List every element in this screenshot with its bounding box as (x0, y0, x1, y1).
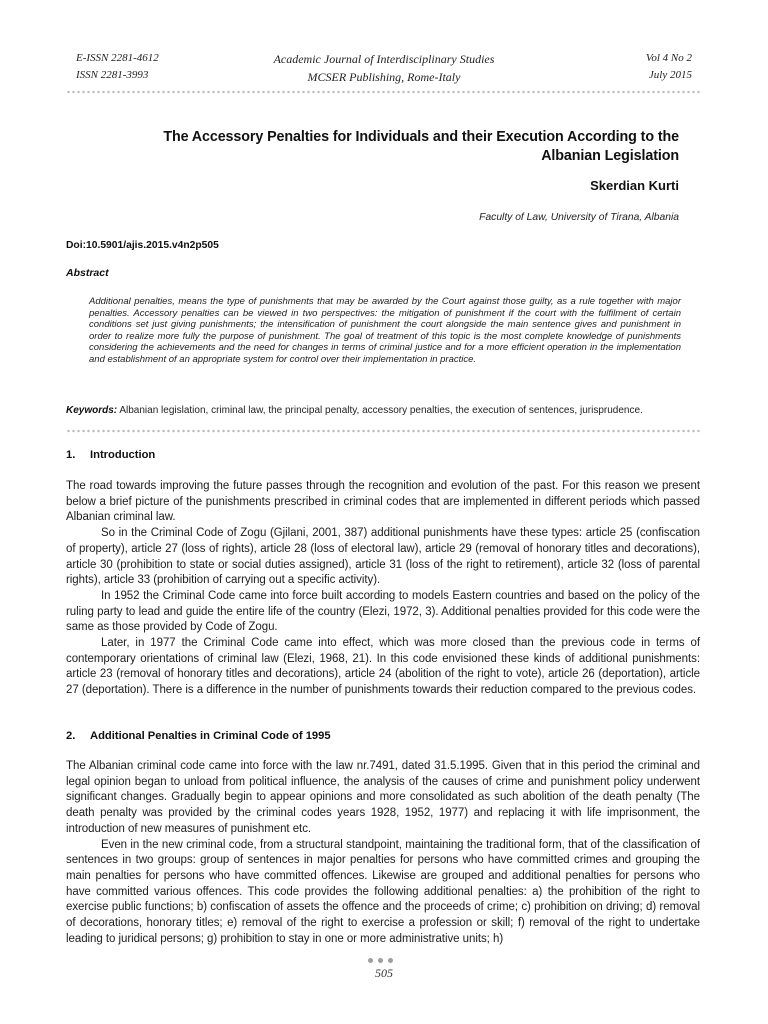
section-heading-introduction: 1. Introduction (66, 449, 156, 461)
keywords-list: Albanian legislation, criminal law, the principal penalty, accessory penalties, the execution of sentences, jurisprudence. (117, 405, 643, 416)
journal-name: Academic Journal of Interdisciplinary Studies (273, 52, 495, 66)
paragraph: The Albanian criminal code came into force with the law nr.7491, dated 31.5.1995. Given that in this period the criminal and legal opinion began to unload from political influence, the analysis of the causes of crime and punishment policy underwent significant changes. Gradually begin to appear opinions and more consolidated as such abolition of the death penalty (The death penalty was provided by the criminal codes years 1928, 1952, 1977) and replacing it with life imprisonment, the introduction of new measures of punishment etc. (66, 760, 700, 835)
author-affiliation: Faculty of Law, University of Tirana, Albania (479, 212, 679, 223)
section-introduction-body (66, 479, 700, 699)
page-number: 505 (375, 966, 393, 980)
eissn: E-ISSN 2281-4612 (76, 52, 159, 64)
issn: ISSN 2281-3993 (76, 69, 149, 81)
header-divider (66, 90, 702, 94)
abstract-heading: Abstract (66, 267, 109, 279)
volume-block (646, 50, 692, 84)
abstract-text: Additional penalties, means the type of punishments that may be awarded by the Court against those guilty, as a rule together with major penalties. Accessory penalties can be viewed in two perspectives: the mitigation of punishment if the court with the fulfilment of certain conditions set just giving punishments; the intensification of punishment the court alongside the main sentence gives and punishment in order to realize more fully the purpose of punishment. The goal of treatment of this topic is the most complete knowledge of punishments considering the achievements and the need for changes in terms of criminal justice and for a more efficient operation in the implementation and establishment of an appropriate system for control over their implementation in practice. (89, 296, 681, 365)
doi: Doi:10.5901/ajis.2015.v4n2p505 (66, 240, 219, 251)
section-additional-penalties-body (66, 759, 700, 947)
page-header (0, 46, 768, 94)
article-title: The Accessory Penalties for Individuals and their Execution According to the Albanian Legislation (163, 129, 679, 164)
section-heading-additional-penalties: 2. Additional Penalties in Criminal Code of 1995 (66, 730, 331, 742)
paragraph: Even in the new criminal code, from a structural standpoint, maintaining the traditional form, that of the classification of sentences in two groups: group of sentences in major penalties for persons who have committed crimes and grouping the main penalties for persons who have committed offences. Likewise are grouped and additional penalties for persons who have committed various offences. This code provides the following additional penalties: a) the prohibition of the right to exercise public functions; b) confiscation of assets the offence and the proceeds of crime; c) prohibition on driving; d) removal of decorations, honorary titles; e) removal of the right to exercise a profession or skill; f) removal of the right to undertake leading to juridical persons; g) prohibition to stay in one or more administrative units; h) (66, 838, 700, 945)
paragraph: In 1952 the Criminal Code came into force built according to models Eastern countries and based on the policy of the ruling party to lead and guide the entire life of the country (Elezi, 1972, 3). Additional penalties provided for this code were the same as those provided by Code of Zogu. (66, 589, 700, 634)
author-name: Skerdian Kurti (590, 178, 679, 193)
issue-date: July 2015 (648, 69, 692, 81)
volume: Vol 4 No 2 (645, 52, 692, 64)
paragraph: Later, in 1977 the Criminal Code came into effect, which was more closed than the previous code in terms of contemporary orientations of criminal law (Elezi, 1968, 21). In this code envisioned these kinds of additional punishments: article 23 (removal of honorary titles and decorations), article 24 (abolition of the right to vote), article 26 (deportation), article 27 (deportation). There is a difference in the number of punishments towards their reduction compared to the previous codes. (66, 637, 700, 697)
paragraph: The road towards improving the future passes through the recognition and evolution of the past. For this reason we present below a brief picture of the punishments prescribed in criminal codes that are implemented in different periods which passed Albanian criminal law. (66, 480, 700, 524)
publisher: MCSER Publishing, Rome-Italy (307, 70, 461, 84)
page-number-dots (368, 958, 400, 964)
keywords-label: Keywords: (66, 405, 118, 416)
paragraph: So in the Criminal Code of Zogu (Gjilani, 2001, 387) additional punishments have these types: article 25 (confiscation of property), article 27 (loss of rights), article 28 (loss of electoral law), article 29 (removal of honorary titles and decorations), article 30 (prohibition to state or social duties assigned), article 31 (loss of the right to retirement), article 32 (loss of parental rights), article 33 (prohibition of carrying out a specific activity). (66, 527, 700, 587)
abstract-divider (66, 429, 702, 433)
keywords (66, 405, 706, 417)
